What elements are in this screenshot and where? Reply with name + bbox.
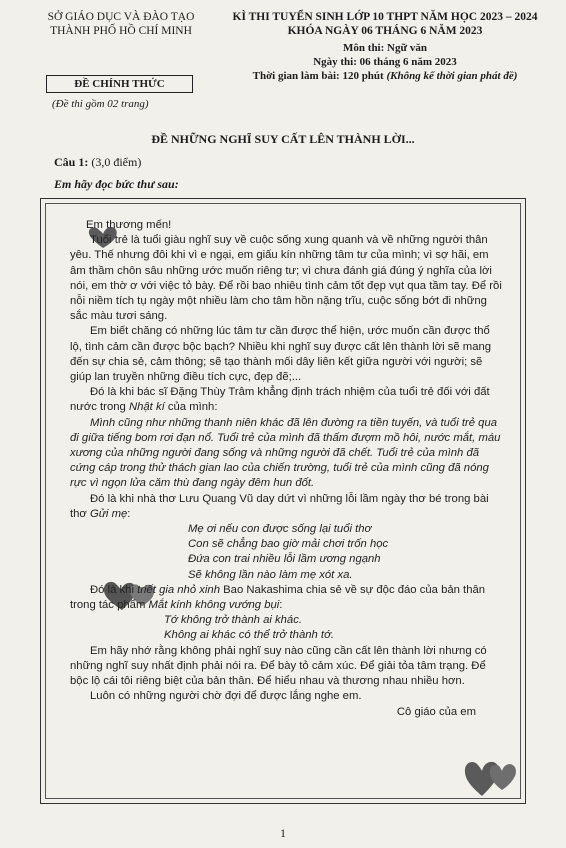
exam-time bbox=[210, 69, 560, 83]
letter-body bbox=[70, 218, 502, 720]
exam-name: KÌ THI TUYỂN SINH LỚP 10 THPT NĂM HỌC 2023 – 2024 bbox=[232, 11, 538, 23]
department-name: SỞ GIÁO DỤC VÀ ĐÀO TẠO bbox=[47, 11, 195, 23]
quote-line: Tớ không trở thành ai khác. bbox=[164, 614, 302, 627]
poem-line: Sẽ không lần nào làm mẹ xót xa. bbox=[188, 568, 353, 581]
question-instruction: Em hãy đọc bức thư sau: bbox=[54, 177, 179, 191]
letter-paragraph-1: Tuổi trẻ là tuổi giàu nghĩ suy về cuộc sống xung quanh và về những người thân yêu. Thế nhưng đôi khi vì e ngại, em giấu kín những tâm tư của mình; vì sợ hãi, em âm thầm chôn sâu những ước muốn riêng tư; vì chưa đánh giá đúng ý nghĩa của lời nói, em thờ ơ với việc tỏ bày. Để rồi bao nhiêu tình cảm tốt đẹp vụt qua tầm tay. Để rồi nỗi niềm tích tụ ngày một nhiều làm cho tâm hồn nặng trĩu, cuộc sống bớt đi những sắc màu tươi sáng. bbox=[70, 234, 502, 323]
exam-session: KHÓA NGÀY 06 THÁNG 6 NĂM 2023 bbox=[287, 25, 483, 37]
exam-time-note: (Không kể thời gian phát đề) bbox=[386, 70, 518, 82]
question-points: (3,0 điểm) bbox=[88, 155, 142, 169]
double-heart-icon-bottom bbox=[462, 750, 520, 800]
letter-greeting: Em thương mến! bbox=[86, 219, 172, 231]
page-number: 1 bbox=[280, 826, 286, 840]
p3-end: của mình: bbox=[164, 401, 218, 414]
poem-line: Đứa con trai nhiều lỗi lầm ương ngạnh bbox=[188, 553, 381, 566]
p3-title: Nhật kí bbox=[128, 401, 165, 414]
exam-date: Ngày thi: 06 tháng 6 năm 2023 bbox=[313, 56, 457, 68]
poem-line: Mẹ ơi nếu con được sống lại tuổi thơ bbox=[188, 523, 372, 536]
p5-end: : bbox=[279, 599, 283, 612]
header-right bbox=[210, 10, 560, 83]
quote-line: Không ai khác có thể trở thành tớ. bbox=[164, 629, 335, 642]
p4-text: Đó là khi nhà thơ Lưu Quang Vũ day dứt vì những lỗi lầm ngày thơ bé trong bài thơ bbox=[70, 492, 489, 520]
question-label: Câu 1: bbox=[54, 155, 89, 169]
letter-paragraph-6: Em hãy nhớ rằng không phải nghĩ suy nào cũng cần cất lên thành lời nhưng có những nghĩ suy nhất định phải nói ra. Để bày tỏ cảm xúc. Để giải tỏa tâm trạng. Để bộc lộ cái tôi riêng biệt của bản thân. Để hiểu nhau và thương nhau nhiều hơn. bbox=[70, 644, 487, 688]
letter-paragraph-4 bbox=[70, 492, 502, 522]
p4-end: : bbox=[127, 507, 131, 520]
question-1 bbox=[54, 155, 141, 170]
p4-title: Gửi mẹ bbox=[89, 507, 128, 520]
exam-time-main: Thời gian làm bài: 120 phút bbox=[252, 70, 387, 82]
header-left bbox=[36, 10, 206, 38]
pages-note: (Đề thi gồm 02 trang) bbox=[52, 98, 149, 110]
poem-line: Con sẽ chẳng bao giờ mải chơi trốn học bbox=[188, 538, 389, 551]
exam-subject: Môn thi: Ngữ văn bbox=[343, 42, 427, 54]
letter-paragraph-3 bbox=[70, 385, 502, 415]
letter-signature: Cô giáo của em bbox=[396, 705, 476, 718]
p5-italic: triết gia nhỏ xinh bbox=[137, 583, 220, 596]
p5-text: Đó là khi bbox=[90, 583, 138, 596]
p3-text: Đó là khi bác sĩ Đặng Thùy Trâm khẳng định trách nhiệm của tuổi trẻ đối với đất nước trong bbox=[70, 386, 490, 414]
letter-paragraph-5 bbox=[70, 583, 502, 613]
letter-paragraph-2: Em biết chăng có những lúc tâm tư cần được thể hiện, ước muốn cần được thổ lộ, tình cảm cần được bộc bạch? Nhiều khi nghĩ suy được cất lên thành lời sẽ mang đến sự chia sẻ, cảm thông; sẽ tạo thành mối dây liên kết giữa người với người; sẽ giúp lan truyền những điều tích cực, đẹp đẽ;... bbox=[70, 325, 492, 384]
p5-text-2: Bao Nakashima chia sẻ về sự độc đáo của bản thân trong tác phẩm bbox=[70, 583, 486, 612]
exam-title: ĐỀ NHỮNG NGHĨ SUY CẤT LÊN THÀNH LỜI... bbox=[151, 132, 415, 146]
city-name: THÀNH PHỐ HỒ CHÍ MINH bbox=[50, 25, 192, 37]
diary-quote: Mình cũng như những thanh niên khác đã lên đường ra tiền tuyến, và tuổi trẻ qua đi giữa tiếng bom rơi đạn nổ. Tuổi trẻ của mình đã thấm đượm mồ hôi, nước mắt, máu xương của những người đang sống và những người đã chết. Tuổi trẻ của mình đã cứng cáp trong thử thách gian lao của chiến trường, tuổi trẻ của mình cũng đã nóng rực vì ngọn lửa căm thù đang ngày đêm hun đốt. bbox=[70, 416, 501, 490]
p5-title: Mắt kính không vướng bụi bbox=[148, 599, 280, 612]
official-label: ĐỀ CHÍNH THỨC bbox=[46, 75, 193, 93]
letter-paragraph-7: Luôn có những người chờ đợi để được lắng nghe em. bbox=[90, 690, 362, 703]
